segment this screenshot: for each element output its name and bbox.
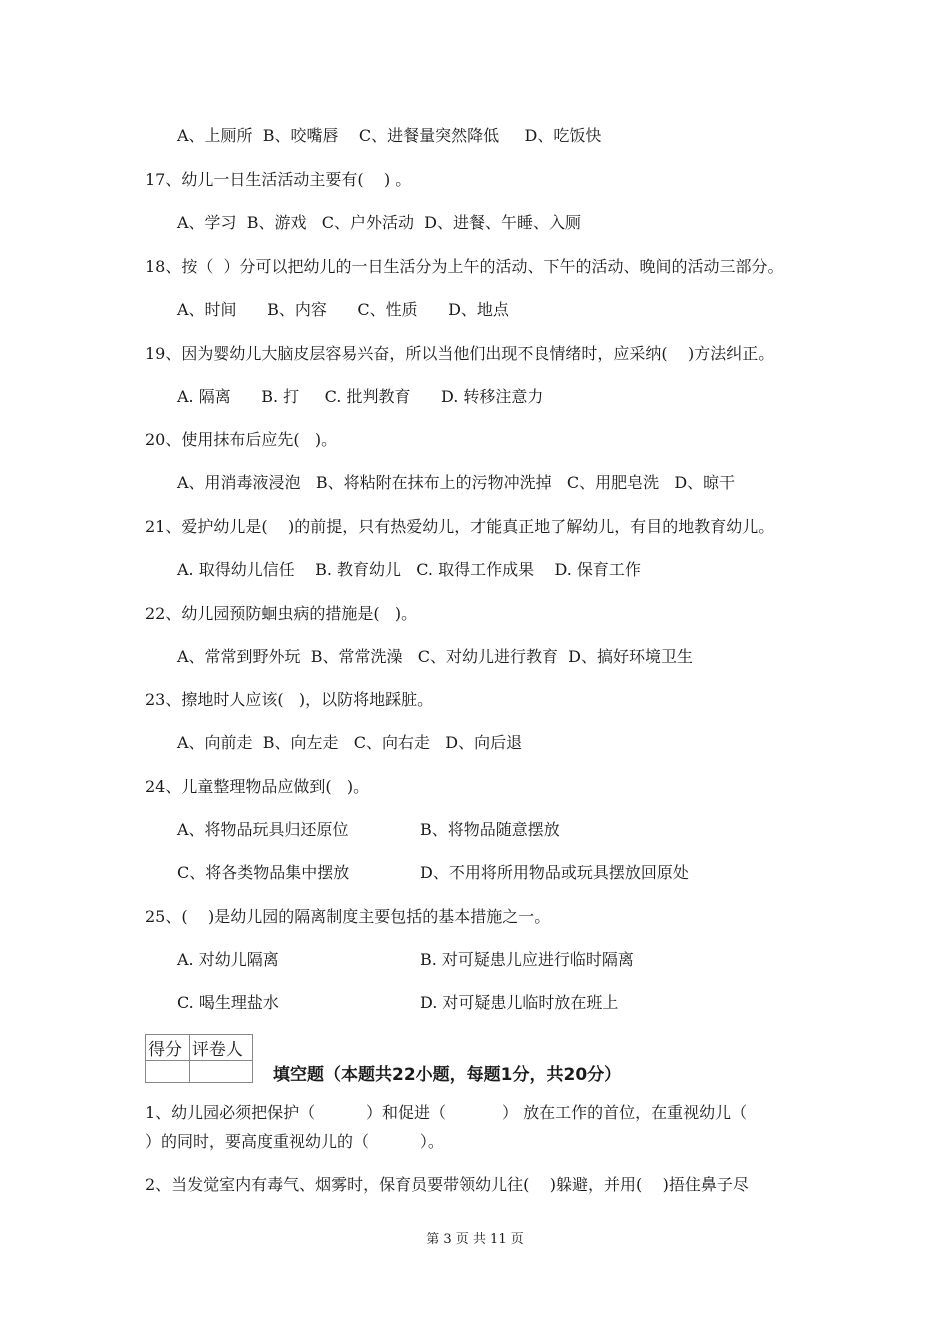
score-box <box>145 1034 253 1083</box>
q20-stem: 20、使用抹布后应先( )。 <box>145 430 338 449</box>
q18-stem: 18、按（ ）分可以把幼儿的一日生活分为上午的活动、下午的活动、晚间的活动三部分。 <box>145 257 784 276</box>
q19-stem: 19、因为婴幼儿大脑皮层容易兴奋，所以当他们出现不良情绪时，应采纳( )方法纠正。 <box>145 344 775 363</box>
q16-options: A、上厕所 B、咬嘴唇 C、进餐量突然降低 D、吃饭快 <box>177 126 602 145</box>
q23-options: A、向前走 B、向左走 C、向右走 D、向后退 <box>177 733 523 752</box>
q20-options: A、用消毒液浸泡 B、将粘附在抹布上的污物冲洗掉 C、用肥皂洗 D、晾干 <box>177 473 736 492</box>
grader-label: 评卷人 <box>189 1035 252 1061</box>
q24-option-a: A、将物品玩具归还原位 <box>177 820 349 839</box>
q22-stem: 22、幼儿园预防蛔虫病的措施是( )。 <box>145 604 418 623</box>
q18-options: A、时间 B、内容 C、性质 D、地点 <box>177 300 509 319</box>
q25-option-b: B. 对可疑患儿应进行临时隔离 <box>420 950 634 969</box>
q24-option-c: C、将各类物品集中摆放 <box>177 863 350 882</box>
q21-stem: 21、爱护幼儿是( )的前提，只有热爱幼儿，才能真正地了解幼儿，有目的地教育幼儿。 <box>145 517 775 536</box>
q24-stem: 24、儿童整理物品应做到( )。 <box>145 777 370 796</box>
score-cell <box>146 1061 190 1083</box>
page-footer: 第 3 页 共 11 页 <box>426 1232 524 1247</box>
fill2-line1: 2、当发觉室内有毒气、烟雾时，保育员要带领幼儿往( )躲避，并用( )捂住鼻子尽 <box>145 1175 749 1194</box>
q22-options: A、常常到野外玩 B、常常洗澡 C、对幼儿进行教育 D、搞好环境卫生 <box>177 647 693 666</box>
q17-options: A、学习 B、游戏 C、户外活动 D、进餐、午睡、入厕 <box>177 213 581 232</box>
q23-stem: 23、擦地时人应该( )，以防将地踩脏。 <box>145 690 434 709</box>
section-title: 填空题（本题共22小题，每题1分，共20分） <box>273 1065 622 1085</box>
score-label: 得分 <box>146 1035 190 1061</box>
fill1-line1: 1、幼儿园必须把保护（ ）和促进（ ） 放在工作的首位，在重视幼儿（ <box>145 1103 748 1122</box>
q24-option-d: D、不用将所用物品或玩具摆放回原处 <box>420 863 689 882</box>
q21-options: A. 取得幼儿信任 B. 教育幼儿 C. 取得工作成果 D. 保育工作 <box>177 560 641 579</box>
q25-option-a: A. 对幼儿隔离 <box>177 950 279 969</box>
q25-option-d: D. 对可疑患儿临时放在班上 <box>420 993 619 1012</box>
fill1-line2: ）的同时，要高度重视幼儿的（ ）。 <box>145 1132 444 1151</box>
q19-options: A. 隔离 B. 打 C. 批判教育 D. 转移注意力 <box>177 387 544 406</box>
q25-stem: 25、( )是幼儿园的隔离制度主要包括的基本措施之一。 <box>145 907 551 926</box>
q17-stem: 17、幼儿一日生活活动主要有( ) 。 <box>145 170 412 189</box>
grader-cell <box>189 1061 252 1083</box>
q24-option-b: B、将物品随意摆放 <box>420 820 560 839</box>
q25-option-c: C. 喝生理盐水 <box>177 993 279 1012</box>
